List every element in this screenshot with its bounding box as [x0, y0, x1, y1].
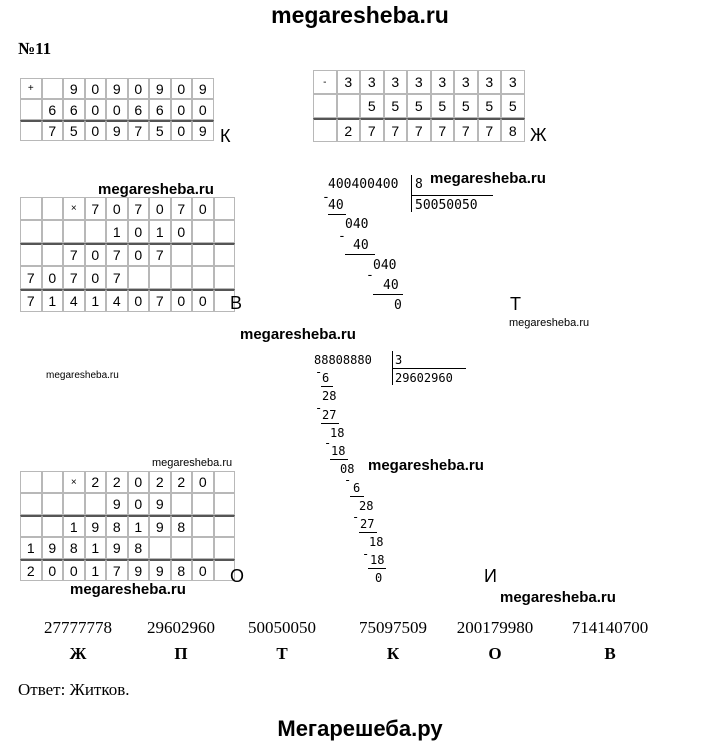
watermark: megaresheba.ru	[70, 581, 186, 598]
grid-cell	[42, 493, 64, 515]
grid-cell	[85, 220, 107, 243]
grid-cell: 5	[149, 120, 171, 141]
grid-cell: 3	[384, 70, 408, 94]
grid-cell: 0	[85, 243, 107, 266]
division-i-step: 28	[359, 499, 374, 513]
grid-cell: 3	[407, 70, 431, 94]
grid-cell: 3	[360, 70, 384, 94]
grid-cell	[63, 493, 85, 515]
grid-cell: 7	[171, 197, 193, 220]
grid-cell	[20, 99, 42, 120]
grid-cell	[214, 243, 236, 266]
grid-cell	[192, 537, 214, 559]
grid-cell: 0	[128, 471, 150, 493]
division-i-step: 28	[322, 389, 337, 403]
answer-cell	[222, 618, 342, 664]
letter-i: И	[484, 566, 497, 586]
grid-cell: 8	[128, 537, 150, 559]
grid-cell: 2	[171, 471, 193, 493]
grid-cell: 0	[192, 99, 214, 120]
grid-cell: 0	[128, 243, 150, 266]
grid-cell: 8	[106, 515, 128, 537]
grid-cell: 5	[478, 94, 502, 118]
grid-cell	[192, 493, 214, 515]
grid-cell: 9	[128, 559, 150, 581]
grid-cell: 2	[149, 471, 171, 493]
grid-cell: 9	[106, 537, 128, 559]
grid-cell: 6	[128, 99, 150, 120]
grid-cell	[20, 197, 42, 220]
grid-cell: 9	[192, 78, 214, 99]
grid-cell: 3	[478, 70, 502, 94]
grid-cell: 1	[20, 537, 42, 559]
grid-cell: 1	[42, 289, 64, 312]
grid-cell: 6	[42, 99, 64, 120]
grid-cell	[214, 220, 236, 243]
grid-cell: 7	[20, 289, 42, 312]
division-i-divisor: 3	[395, 353, 403, 367]
grid-cell: 7	[106, 559, 128, 581]
grid-cell	[214, 515, 236, 537]
grid-cell: 4	[63, 289, 85, 312]
grid-cell: 0	[85, 266, 107, 289]
grid-multiplication-v	[20, 197, 235, 312]
grid-addition-k	[20, 78, 214, 141]
grid-cell	[20, 220, 42, 243]
grid-cell: 0	[192, 559, 214, 581]
division-i-step: 18	[330, 426, 345, 440]
grid-cell: 7	[85, 197, 107, 220]
division-i-step: 27	[322, 408, 337, 422]
grid-cell	[337, 94, 361, 118]
grid-cell: 7	[360, 118, 384, 142]
grid-cell: 0	[192, 471, 214, 493]
grid-cell	[171, 243, 193, 266]
grid-cell: 7	[454, 118, 478, 142]
watermark: megaresheba.ru	[46, 370, 119, 381]
grid-cell: 0	[106, 99, 128, 120]
grid-cell: 0	[128, 289, 150, 312]
grid-cell	[42, 243, 64, 266]
letter-t: Т	[510, 294, 521, 314]
grid-cell: 2	[337, 118, 361, 142]
grid-cell: 7	[149, 289, 171, 312]
grid-cell: 3	[337, 70, 361, 94]
letter-o: О	[230, 566, 245, 586]
grid-cell: 2	[106, 471, 128, 493]
watermark: megaresheba.ru	[368, 457, 484, 474]
grid-cell: 7	[149, 243, 171, 266]
grid-cell	[149, 537, 171, 559]
grid-cell: 7	[20, 266, 42, 289]
grid-cell: ×	[63, 471, 85, 493]
answer-cell	[435, 618, 555, 664]
grid-cell	[214, 471, 236, 493]
division-t-step: 040	[345, 217, 369, 232]
grid-cell: 0	[149, 197, 171, 220]
grid-cell: 7	[63, 243, 85, 266]
grid-cell: 7	[478, 118, 502, 142]
division-t-step: 0	[394, 298, 402, 313]
division-t-step: 40	[383, 278, 399, 293]
grid-cell	[171, 493, 193, 515]
minus: -	[322, 190, 330, 205]
division-i-step: 08	[340, 462, 355, 476]
grid-cell: 8	[501, 118, 525, 142]
minus: -	[324, 436, 332, 450]
grid-cell	[214, 493, 236, 515]
grid-cell: 5	[384, 94, 408, 118]
grid-cell: 9	[149, 78, 171, 99]
grid-cell: 9	[106, 493, 128, 515]
answer-number: 27777778	[44, 618, 112, 637]
grid-cell: 0	[171, 78, 193, 99]
grid-cell: 0	[42, 266, 64, 289]
division-t-divisor: 8	[415, 177, 423, 192]
grid-cell: 7	[128, 197, 150, 220]
division-i-step: 18	[331, 444, 346, 458]
grid-cell: 0	[171, 220, 193, 243]
grid-cell: 3	[431, 70, 455, 94]
letter-zh: Ж	[530, 125, 547, 145]
grid-cell	[171, 266, 193, 289]
division-t-dividend: 400400400	[328, 177, 399, 192]
answer-letter: В	[604, 644, 616, 663]
minus: -	[352, 510, 360, 524]
grid-cell: 0	[63, 559, 85, 581]
grid-cell: 1	[63, 515, 85, 537]
task-number: №11	[18, 39, 52, 58]
grid-cell: 9	[63, 78, 85, 99]
grid-cell	[42, 220, 64, 243]
grid-cell: 0	[171, 289, 193, 312]
grid-cell	[214, 537, 236, 559]
answer-number: 50050050	[248, 618, 316, 637]
grid-cell: 9	[106, 120, 128, 141]
grid-cell: 0	[192, 289, 214, 312]
grid-cell	[313, 94, 337, 118]
grid-cell: 0	[85, 120, 107, 141]
site-footer: Мегарешеба.ру	[277, 716, 443, 741]
grid-cell: 5	[63, 120, 85, 141]
grid-cell: 1	[149, 220, 171, 243]
division-i-step: 6	[353, 481, 361, 495]
division-i-step: 18	[369, 535, 384, 549]
watermark: megaresheba.ru	[500, 589, 616, 606]
grid-cell: 6	[63, 99, 85, 120]
grid-cell: 7	[384, 118, 408, 142]
answer-letter: О	[488, 644, 502, 663]
grid-cell: 9	[42, 537, 64, 559]
grid-cell: 0	[42, 559, 64, 581]
answer-cell	[18, 618, 138, 664]
grid-cell: 3	[501, 70, 525, 94]
grid-cell: 7	[106, 266, 128, 289]
grid-cell	[171, 537, 193, 559]
grid-cell	[63, 220, 85, 243]
grid-subtraction-zh	[313, 70, 525, 142]
answer-number: 200179980	[456, 618, 534, 637]
grid-cell: 0	[128, 220, 150, 243]
grid-cell: 1	[128, 515, 150, 537]
grid-cell	[128, 266, 150, 289]
grid-cell: 9	[149, 515, 171, 537]
grid-cell: 7	[407, 118, 431, 142]
division-t-step: 40	[328, 198, 344, 213]
watermark: megaresheba.ru	[240, 326, 356, 343]
grid-cell: 6	[149, 99, 171, 120]
watermark: megaresheba.ru	[152, 457, 233, 469]
minus: -	[344, 473, 352, 487]
grid-cell	[42, 197, 64, 220]
grid-cell: 9	[149, 559, 171, 581]
grid-cell: 7	[431, 118, 455, 142]
grid-cell: 0	[192, 197, 214, 220]
division-i-step: 27	[360, 517, 375, 531]
grid-cell	[42, 471, 64, 493]
grid-cell: 0	[128, 78, 150, 99]
answer-letter: Т	[276, 644, 288, 663]
grid-cell: ×	[63, 197, 85, 220]
grid-cell: 7	[128, 120, 150, 141]
grid-cell: 9	[192, 120, 214, 141]
grid-cell	[149, 266, 171, 289]
division-t-step: 040	[373, 258, 397, 273]
grid-cell: 3	[454, 70, 478, 94]
grid-cell: 0	[171, 99, 193, 120]
grid-cell: 5	[454, 94, 478, 118]
grid-cell: 0	[106, 197, 128, 220]
grid-cell: -	[313, 70, 337, 94]
answer-letter: К	[386, 644, 400, 663]
grid-cell: 9	[85, 515, 107, 537]
watermark: megaresheba.ru	[98, 181, 214, 198]
division-i-quotient: 29602960	[395, 371, 453, 385]
grid-cell: 1	[85, 537, 107, 559]
grid-cell	[20, 243, 42, 266]
answer-letter: П	[174, 644, 188, 663]
answer-number: 714140700	[571, 618, 649, 637]
grid-cell	[313, 118, 337, 142]
answer-number: 75097509	[359, 618, 427, 637]
watermark: megaresheba.ru	[430, 170, 546, 187]
grid-cell: 4	[106, 289, 128, 312]
site-header: megaresheba.ru	[271, 2, 449, 28]
grid-cell: 1	[106, 220, 128, 243]
minus: -	[315, 365, 323, 379]
grid-cell: 5	[360, 94, 384, 118]
grid-cell	[192, 220, 214, 243]
grid-cell: 8	[171, 559, 193, 581]
grid-cell	[214, 266, 236, 289]
grid-cell: 5	[431, 94, 455, 118]
watermark: megaresheba.ru	[509, 317, 590, 329]
grid-cell: 2	[85, 471, 107, 493]
answer-number: 29602960	[147, 618, 215, 637]
grid-cell: 1	[85, 289, 107, 312]
minus: -	[338, 229, 346, 244]
grid-cell	[20, 471, 42, 493]
grid-cell: 9	[106, 78, 128, 99]
minus: -	[315, 401, 323, 415]
answer-cell	[550, 618, 670, 664]
grid-cell: +	[20, 78, 42, 99]
letter-k: К	[220, 126, 231, 146]
division-i-step: 6	[322, 371, 330, 385]
grid-multiplication-o	[20, 471, 235, 581]
grid-cell	[214, 197, 236, 220]
grid-cell: 5	[407, 94, 431, 118]
answer-letter: Ж	[69, 644, 87, 663]
grid-cell: 0	[171, 120, 193, 141]
letter-v: В	[230, 293, 243, 313]
grid-cell: 8	[63, 537, 85, 559]
grid-cell: 8	[171, 515, 193, 537]
grid-cell: 0	[85, 99, 107, 120]
division-i-dividend: 88808880	[314, 353, 372, 367]
grid-cell	[192, 266, 214, 289]
division-t-quotient: 50050050	[415, 198, 478, 213]
minus: -	[362, 547, 370, 561]
division-i-step: 0	[375, 571, 383, 585]
grid-cell	[192, 243, 214, 266]
minus: -	[366, 268, 374, 283]
grid-cell: 2	[20, 559, 42, 581]
answer-text: Ответ: Житков.	[18, 680, 130, 699]
grid-cell	[42, 78, 64, 99]
grid-cell: 7	[106, 243, 128, 266]
grid-cell	[20, 120, 42, 141]
grid-cell: 1	[85, 559, 107, 581]
grid-cell	[85, 493, 107, 515]
grid-cell: 7	[42, 120, 64, 141]
grid-cell	[20, 493, 42, 515]
grid-cell: 5	[501, 94, 525, 118]
division-t-step: 40	[353, 238, 369, 253]
grid-cell	[20, 515, 42, 537]
grid-cell: 0	[128, 493, 150, 515]
grid-cell	[192, 515, 214, 537]
grid-cell: 9	[149, 493, 171, 515]
grid-cell	[42, 515, 64, 537]
division-i-step: 18	[370, 553, 385, 567]
grid-cell: 0	[85, 78, 107, 99]
grid-cell: 7	[63, 266, 85, 289]
